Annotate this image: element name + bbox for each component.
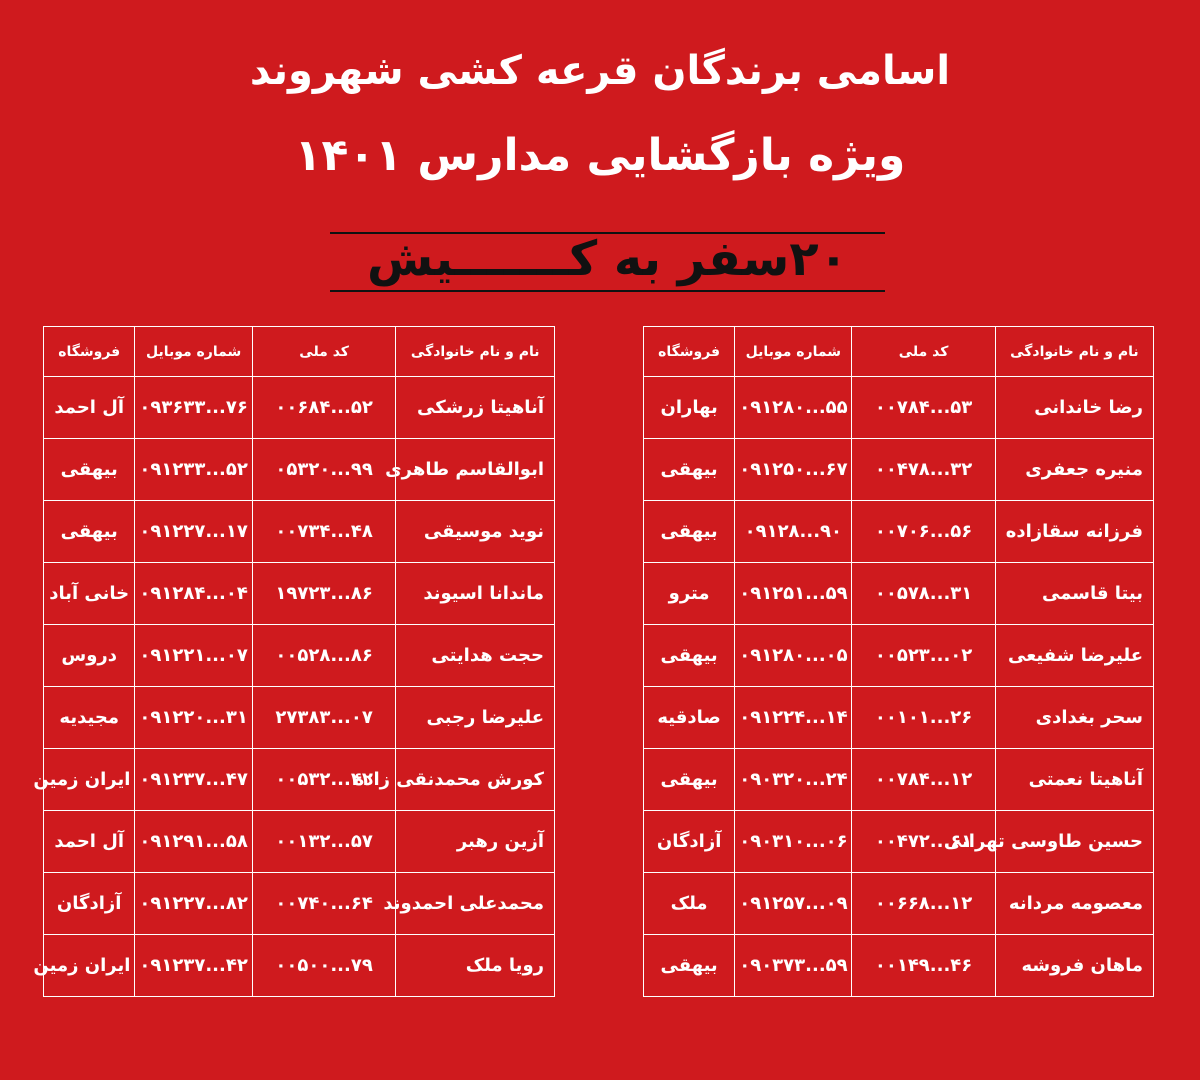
winner-name: ماندانا اسیوند — [396, 563, 555, 625]
winner-name: رضا خاندانی — [995, 377, 1153, 439]
table-header-row — [44, 327, 555, 377]
mobile-number: ۰۹۱۲۹۱...۵۸ — [135, 811, 252, 873]
national-code: ۰۰۷۸۴...۵۳ — [852, 377, 995, 439]
national-code: ۰۰۱۳۲...۵۷ — [252, 811, 396, 873]
winner-name: آناهیتا زرشکی — [396, 377, 555, 439]
store-name: ایران زمین — [44, 935, 135, 997]
mobile-number: ۰۹۱۲۲۴...۱۴ — [735, 687, 852, 749]
winner-name: حجت هدایتی — [396, 625, 555, 687]
store-name: آزادگان — [44, 873, 135, 935]
banner-rule-bottom — [330, 290, 885, 292]
table-row — [644, 811, 1154, 873]
winner-name: نوید موسیقی — [396, 501, 555, 563]
mobile-number: ۰۹۰۳۷۳...۵۹ — [735, 935, 852, 997]
table-row — [44, 749, 555, 811]
winner-name: بیتا قاسمی — [995, 563, 1153, 625]
table-row — [644, 687, 1154, 749]
winner-name: سحر بغدادی — [995, 687, 1153, 749]
store-name: مترو — [644, 563, 735, 625]
winner-name: آزین رهبر — [396, 811, 555, 873]
winner-name: رویا ملک — [396, 935, 555, 997]
store-name: بیهقی — [44, 439, 135, 501]
header-name: نام و نام خانوادگی — [396, 327, 555, 377]
store-name: بیهقی — [644, 439, 735, 501]
store-name: بهاران — [644, 377, 735, 439]
mobile-number: ۰۹۱۲۲۷...۱۷ — [135, 501, 252, 563]
national-code: ۰۰۴۷۸...۳۲ — [852, 439, 995, 501]
table-row — [44, 439, 555, 501]
mobile-number: ۰۹۱۲۸...۹۰ — [735, 501, 852, 563]
table-row — [644, 563, 1154, 625]
prize-text: ۲۰سفر به کـــــــیش — [367, 231, 848, 287]
mobile-number: ۰۹۱۲۵۱...۵۹ — [735, 563, 852, 625]
national-code: ۰۰۵۲۸...۸۶ — [252, 625, 396, 687]
table-row — [644, 377, 1154, 439]
winners-table-right — [643, 326, 1154, 997]
national-code: ۰۰۵۰۰...۷۹ — [252, 935, 396, 997]
national-code: ۰۰۶۸۴...۵۲ — [252, 377, 396, 439]
national-code: ۰۰۷۴۰...۶۴ — [252, 873, 396, 935]
header-store: فروشگاه — [644, 327, 735, 377]
winner-name: علیرضا رجبی — [396, 687, 555, 749]
mobile-number: ۰۹۱۲۵۰...۶۷ — [735, 439, 852, 501]
header-mobile: شماره موبایل — [135, 327, 252, 377]
national-code: ۱۹۷۲۳...۸۶ — [252, 563, 396, 625]
store-name: صادقیه — [644, 687, 735, 749]
table-row — [44, 625, 555, 687]
store-name: ایران زمین — [44, 749, 135, 811]
national-code: ۰۵۳۲۰...۹۹ — [252, 439, 396, 501]
mobile-number: ۰۹۱۲۳۷...۴۷ — [135, 749, 252, 811]
table-row — [44, 811, 555, 873]
store-name: خانی آباد — [44, 563, 135, 625]
title-line-2: ویژه بازگشایی مدارس ۱۴۰۱ — [294, 130, 906, 181]
store-name: دروس — [44, 625, 135, 687]
national-code: ۰۰۵۲۳...۰۲ — [852, 625, 995, 687]
table-row — [44, 935, 555, 997]
national-code: ۰۰۷۰۶...۵۶ — [852, 501, 995, 563]
title-line-1: اسامی برندگان قرعه کشی شهروند — [249, 48, 951, 94]
winner-name: محمدعلی احمدوند — [396, 873, 555, 935]
store-name: بیهقی — [644, 749, 735, 811]
store-name: بیهقی — [44, 501, 135, 563]
table-row — [44, 563, 555, 625]
national-code: ۲۷۳۸۳...۰۷ — [252, 687, 396, 749]
mobile-number: ۰۹۱۲۸۰...۰۵ — [735, 625, 852, 687]
table-row — [644, 873, 1154, 935]
prize-banner — [330, 222, 885, 294]
mobile-number: ۰۹۰۳۱۰...۰۶ — [735, 811, 852, 873]
winner-name: ماهان فروشه — [995, 935, 1153, 997]
table-row — [644, 935, 1154, 997]
table-row — [44, 501, 555, 563]
winner-name: حسین طاوسی تهرانی — [995, 811, 1153, 873]
winner-name: فرزانه سقازاده — [995, 501, 1153, 563]
mobile-number: ۰۹۰۳۲۰...۲۴ — [735, 749, 852, 811]
table-row — [644, 749, 1154, 811]
mobile-number: ۰۹۱۲۵۷...۰۹ — [735, 873, 852, 935]
mobile-number: ۰۹۱۲۲۷...۸۲ — [135, 873, 252, 935]
mobile-number: ۰۹۱۲۳۷...۴۲ — [135, 935, 252, 997]
header-store: فروشگاه — [44, 327, 135, 377]
table-row — [644, 439, 1154, 501]
winner-name: آناهیتا نعمتی — [995, 749, 1153, 811]
store-name: بیهقی — [644, 625, 735, 687]
national-code: ۰۰۶۶۸...۱۲ — [852, 873, 995, 935]
mobile-number: ۰۹۱۲۸۴...۰۴ — [135, 563, 252, 625]
table-row — [644, 625, 1154, 687]
mobile-number: ۰۹۱۲۳۳...۵۲ — [135, 439, 252, 501]
national-code: ۰۰۷۸۴...۱۲ — [852, 749, 995, 811]
table-row — [44, 687, 555, 749]
mobile-number: ۰۹۳۶۳۳...۷۶ — [135, 377, 252, 439]
table-row — [644, 501, 1154, 563]
winner-name: کورش محمدنقی زاده — [396, 749, 555, 811]
table-row — [44, 873, 555, 935]
table-header-row — [644, 327, 1154, 377]
header-national-code: کد ملی — [252, 327, 396, 377]
mobile-number: ۰۹۱۲۲۰...۳۱ — [135, 687, 252, 749]
winner-name: منیره جعفری — [995, 439, 1153, 501]
store-name: بیهقی — [644, 935, 735, 997]
store-name: آل احمد — [44, 811, 135, 873]
national-code: ۰۰۴۷۲...۶۱ — [852, 811, 995, 873]
winners-table-left — [33, 326, 555, 997]
national-code: ۰۰۵۳۲...۴۲ — [252, 749, 396, 811]
mobile-number: ۰۹۱۲۲۱...۰۷ — [135, 625, 252, 687]
header-mobile: شماره موبایل — [735, 327, 852, 377]
store-name: بیهقی — [644, 501, 735, 563]
winner-name: معصومه مردانه — [995, 873, 1153, 935]
national-code: ۰۰۱۴۹...۴۶ — [852, 935, 995, 997]
mobile-number: ۰۹۱۲۸۰...۵۵ — [735, 377, 852, 439]
header-national-code: کد ملی — [852, 327, 995, 377]
winner-name: ابوالقاسم طاهری — [396, 439, 555, 501]
store-name: مجیدیه — [44, 687, 135, 749]
national-code: ۰۰۵۷۸...۳۱ — [852, 563, 995, 625]
national-code: ۰۰۷۳۴...۴۸ — [252, 501, 396, 563]
store-name: آل احمد — [44, 377, 135, 439]
header-name: نام و نام خانوادگی — [995, 327, 1153, 377]
store-name: آزادگان — [644, 811, 735, 873]
table-row — [44, 377, 555, 439]
store-name: ملک — [644, 873, 735, 935]
national-code: ۰۰۱۰۱...۲۶ — [852, 687, 995, 749]
winner-name: علیرضا شفیعی — [995, 625, 1153, 687]
